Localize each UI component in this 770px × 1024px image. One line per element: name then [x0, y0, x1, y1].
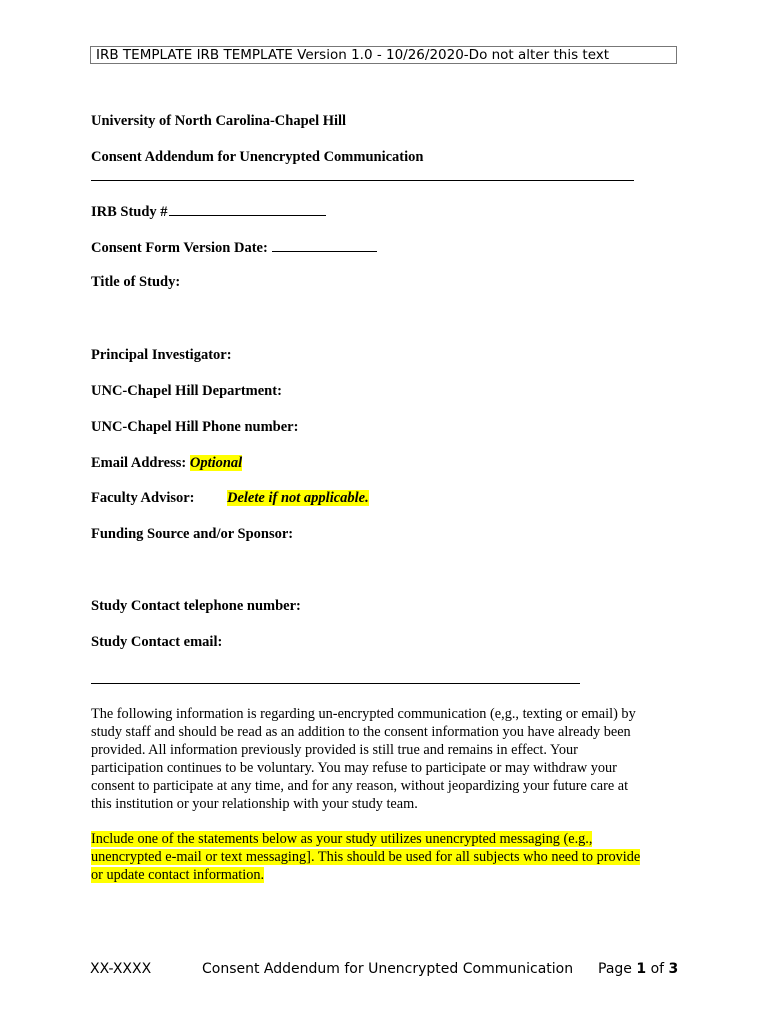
- instruction-line: or update contact information.: [91, 867, 265, 883]
- title-divider: [91, 180, 634, 181]
- page-current: 1: [636, 961, 647, 977]
- funding-label: Funding Source and/or Sponsor:: [91, 526, 294, 542]
- title-of-study-label: Title of Study:: [91, 274, 181, 290]
- consent-version-field: [91, 238, 377, 257]
- page-of: of: [650, 961, 665, 977]
- consent-version-label: Consent Form Version Date:: [91, 240, 268, 256]
- footer-code: XX-XXXX: [90, 961, 152, 977]
- paragraph-line: provided. All information previously provided is still true and remains in effect. Your: [91, 742, 578, 758]
- email-field: [91, 455, 242, 472]
- irb-study-blank[interactable]: [169, 202, 326, 216]
- contact-phone-label: Study Contact telephone number:: [91, 598, 301, 614]
- email-label: Email Address:: [91, 455, 187, 471]
- paragraph-line: The following information is regarding un-encrypted communication (e,g., texting or email) by: [91, 706, 636, 722]
- page-word: Page: [598, 961, 632, 977]
- irb-template-notice: IRB TEMPLATE IRB TEMPLATE Version 1.0 - 10/26/2020-Do not alter this text: [90, 46, 677, 64]
- unencrypted-info-paragraph: [91, 705, 681, 813]
- faculty-note-text: Delete if not applicable.: [227, 490, 369, 506]
- paragraph-line: consent to participate at any time, and for any reason, without jeopardizing your future care at: [91, 778, 629, 794]
- instruction-line: Include one of the statements below as your study utilizes unencrypted messaging (e.g.,: [91, 831, 593, 847]
- document-title: Consent Addendum for Unencrypted Communication: [91, 149, 424, 165]
- faculty-advisor-label: Faculty Advisor:: [91, 490, 195, 506]
- instruction-line: unencrypted e-mail or text messaging]. This should be used for all subjects who need to provide: [91, 849, 641, 865]
- contact-email-label: Study Contact email:: [91, 634, 223, 650]
- footer-title: Consent Addendum for Unencrypted Communication: [202, 961, 574, 977]
- phone-label: UNC-Chapel Hill Phone number:: [91, 419, 299, 435]
- paragraph-line: this institution or your relationship with your study team.: [91, 796, 418, 812]
- department-label: UNC-Chapel Hill Department:: [91, 383, 282, 399]
- footer-page-number: [598, 961, 678, 977]
- fields-divider: [91, 683, 580, 684]
- consent-version-blank[interactable]: [272, 238, 377, 252]
- email-optional-note: Optional: [189, 455, 243, 471]
- instruction-paragraph: [91, 830, 681, 884]
- paragraph-line: study staff and should be read as an addition to the consent information you have already been: [91, 724, 631, 740]
- faculty-advisor-note: [227, 490, 369, 507]
- university-name: University of North Carolina-Chapel Hill: [91, 113, 347, 129]
- irb-study-field: [91, 202, 326, 221]
- pi-label: Principal Investigator:: [91, 347, 232, 363]
- irb-study-label: IRB Study #: [91, 204, 168, 220]
- page-total: 3: [668, 961, 679, 977]
- paragraph-line: participation continues to be voluntary. You may refuse to participate or may withdraw your: [91, 760, 617, 776]
